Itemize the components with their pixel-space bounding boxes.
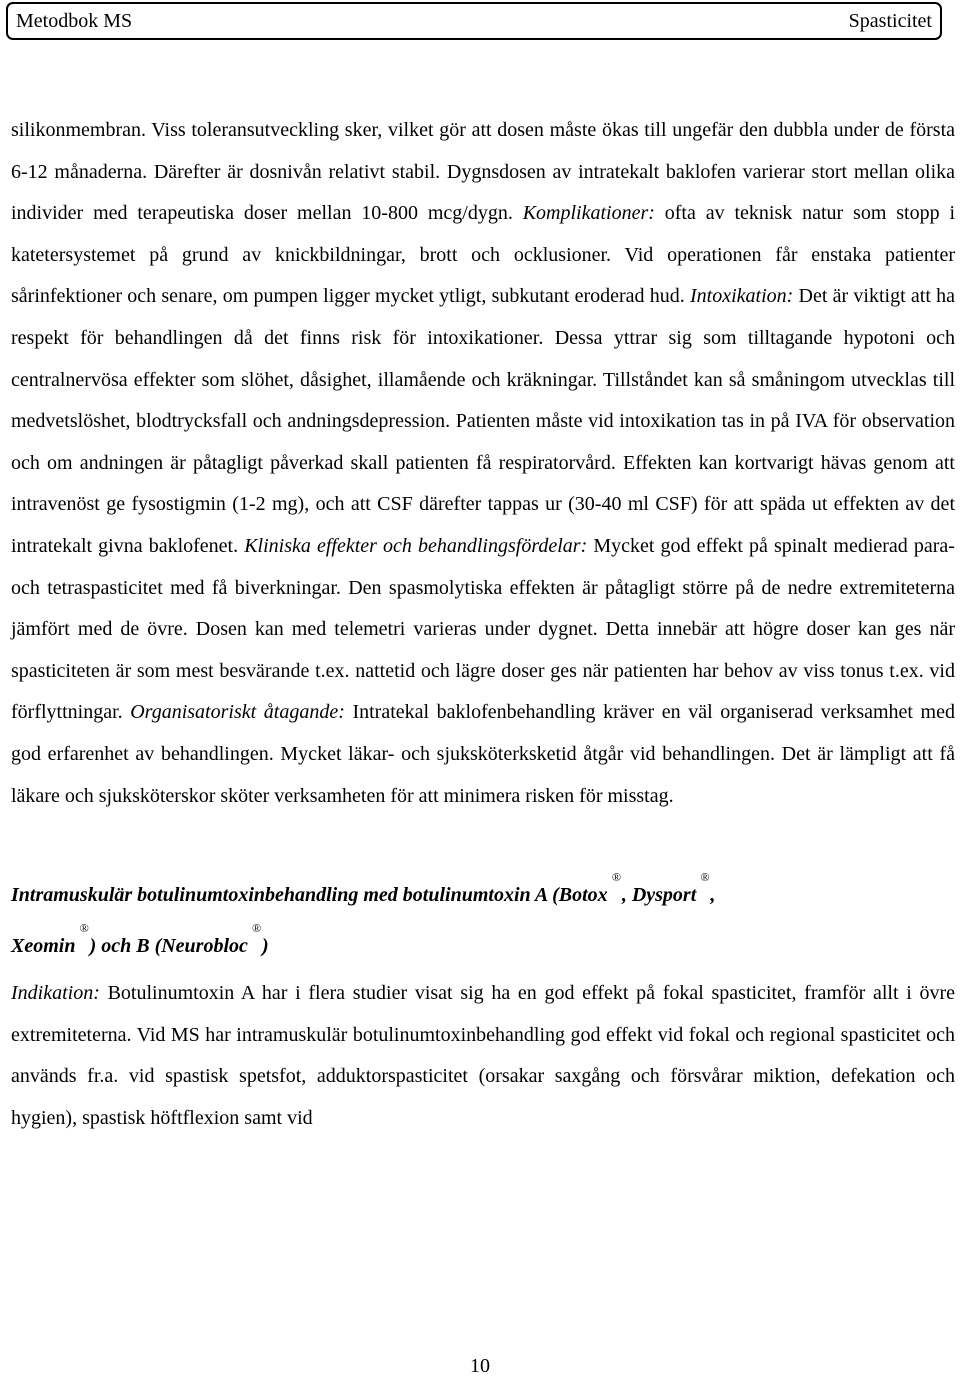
term-indikation: Indikation: xyxy=(11,982,100,1005)
body-paragraph-botulinum xyxy=(11,973,955,1139)
heading-text: ) xyxy=(262,935,269,958)
registered-mark: ® xyxy=(700,870,710,885)
text-run: Botulinumtoxin A har i flera studier visat sig ha en god effekt på fokal spasticitet, framför allt i övre extremiteterna. Vid MS har intramuskulär botulinumtoxinbehandling god effekt vid fokal och regional spasticitet och används fr.a. vid spastisk spetsfot, adduktorspasticitet (orsakar saxgång och försvårar miktion, defekation och hygien), spastisk höftflexion samt vid xyxy=(11,982,955,1129)
text-run: Mycket god effekt på spinalt medierad para- och tetraspasticitet med få biverkningar. Den spasmolytiska effekten är påtagligt större på de nedre extremiteterna jämfört med de övre. Dosen kan med telemetri varieras under dygnet. Detta innebär att högre doser kan ges när spasticiteten är som mest besvärande t.ex. nattetid och lägre doser ges när patienten har behov av viss tonus t.ex. vid förflyttningar. xyxy=(11,534,955,724)
header-right-title: Spasticitet xyxy=(848,9,932,32)
text-run: silikonmembran. Viss toleransutveckling sker, vilket gör att dosen måste ökas till ungefär den dubbla under de första 6-12 månaderna. Därefter är dosnivån relativt stabil. Dygnsdosen av intratekalt baklofen varierar stort mellan olika individer med terapeutiska doser mellan 10-800 mcg/dygn. xyxy=(11,119,955,225)
heading-text: ) och B (Neurobloc xyxy=(89,935,248,958)
heading-text: , xyxy=(710,884,716,907)
running-header xyxy=(6,2,942,40)
page-content xyxy=(11,110,955,1139)
registered-mark: ® xyxy=(251,921,262,936)
term-intoxikation: Intoxikation: xyxy=(690,285,794,308)
term-organisatoriskt: Organisatoriskt åtagande: xyxy=(130,701,345,724)
heading-text: Intramuskulär botulinumtoxinbehandling med botulinumtoxin A (Botox xyxy=(11,884,608,907)
page-number: 10 xyxy=(470,1355,490,1377)
text-run: Intratekal baklofenbehandling kräver en väl organiserad verksamhet med god erfarenhet av behandlingen. Mycket läkar- och sjuksköterksketid åtgår vid behandlingen. Det är lämpligt att få läkare och sjuksköterskor sköter verksamheten för att minimera risken för misstag. xyxy=(11,701,955,807)
body-paragraph-baklofen xyxy=(11,110,955,817)
text-run: ofta av teknisk natur som stopp i katetersystemet på grund av knickbildningar, brott och ocklusioner. Vid operationen får enstaka patienter sårinfektioner och senare, om pumpen ligger mycket ytligt, subkutant eroderad hud. xyxy=(11,202,956,308)
term-kliniska-effekter: Kliniska effekter och behandlingsfördelar: xyxy=(244,534,588,557)
registered-mark: ® xyxy=(79,921,89,936)
heading-text: , Dysport xyxy=(621,884,697,907)
term-komplikationer: Komplikationer: xyxy=(522,202,655,225)
heading-text: Xeomin xyxy=(11,935,76,958)
header-left-title: Metodbok MS xyxy=(16,9,133,32)
registered-mark: ® xyxy=(611,870,621,885)
text-run: Det är viktigt att ha respekt för behandlingen då det finns risk för intoxikationer. Dessa yttrar sig som tilltagande hypotoni och centralnervösa effekter som slöhet, dåsighet, illamående och kräkningar. Tillståndet kan så småningom utvecklas till medvetslöshet, blodtrycksfall och andningsdepression. Patienten måste vid intoxikation tas in på IVA för observation och om andningen är påtagligt påverkad skall patienten få respiratorvård. Effekten kan kortvarigt hävas genom att intravenöst ge fysostigmin (1-2 mg), och att CSF därefter tappas ur (30-40 ml CSF) för att späda ut effekten av det intratekalt givna baklofenet. xyxy=(11,285,955,557)
section-heading-botulinum xyxy=(11,871,955,973)
